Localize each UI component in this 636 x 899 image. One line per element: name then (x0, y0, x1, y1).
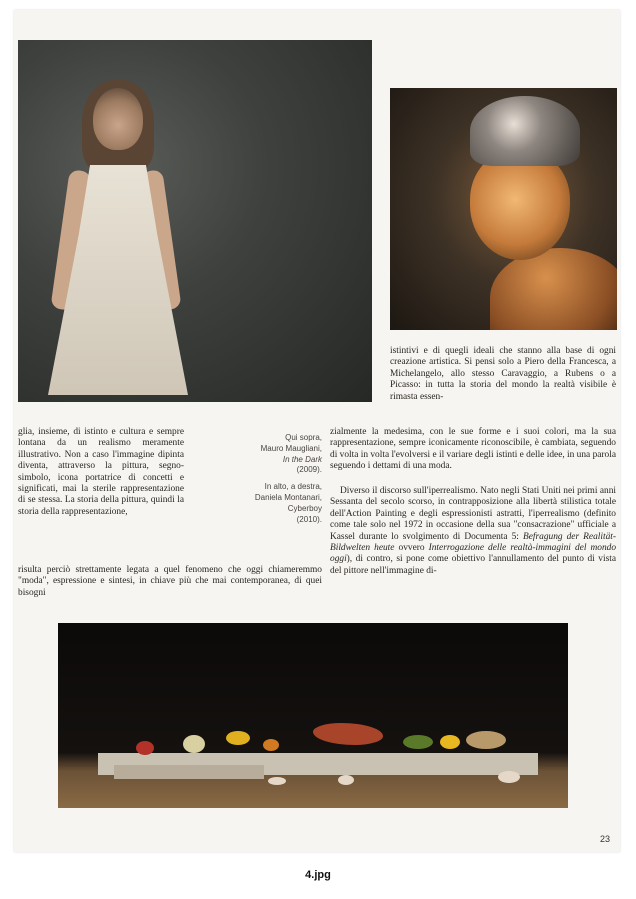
caption-artist: Mauro Maugliani, (260, 443, 322, 453)
shell (498, 771, 520, 783)
right-column-paragraph-1: zialmente la medesima, con le sue forme e i suoi colori, ma la sua rappresentazione, sempre iconicamente riconoscibile, è cambiata, seguendo di volta in volta l'evolversi e il variare degli istinti e delle idee, in una parola seguendo i dettami di una moda. (330, 427, 616, 472)
vegetable (183, 735, 205, 753)
lobster (313, 723, 383, 745)
shell (268, 777, 286, 785)
stone-block (114, 765, 264, 779)
vegetable (263, 739, 279, 751)
image-filename: 4.jpg (305, 869, 331, 881)
boy-shoulder (490, 248, 617, 330)
painting-in-the-dark (18, 40, 372, 402)
left-column-narrow-text: glia, insieme, di istinto e cultura e sempre lontana da un realismo meramente illustrativo. Non a caso l'immagine dipinta diventa, attraverso la pittura, segno-simbolo, icona portatrice di concetti e significati, mai la sterile rappresentazione di se stessa. La storia della pittura, quindi la storia della rappresentazione, (18, 427, 184, 517)
still-life-painting (58, 623, 568, 808)
painting-cyberboy (390, 88, 617, 330)
magazine-page (14, 10, 620, 852)
paragraph-text: ), di contro, si pone come obiettivo l'annullamento del punto di vista del pittore nell'immagine di- (330, 554, 616, 576)
italic-title: Interrogazione delle realtà-immagini del mondo oggi (330, 543, 617, 565)
caption-year: (2010). (296, 514, 322, 524)
vegetable (466, 731, 506, 749)
vegetable (226, 731, 250, 745)
girl-head (93, 88, 143, 150)
right-column-top-text: istintivi e di quegli ideali che stanno alla base di ogni creazione artistica. Si pensi solo a Piero della Francesca, a Michelangelo, allo stesso Caravaggio, a Rubens o a Picasso: in tutta la storia del mondo la realtà visibile è rimasta essen- (390, 346, 616, 402)
vegetable (440, 735, 460, 749)
caption-cyberboy (234, 482, 322, 525)
metal-bowl-helmet (470, 96, 580, 166)
caption-artist: Daniela Montanari, (254, 492, 322, 502)
caption-year: (2009). (296, 465, 322, 475)
image-captions (234, 433, 322, 531)
caption-in-the-dark (234, 433, 322, 476)
shell (338, 775, 354, 785)
paragraph-text: Diverso il discorso sull'iperrealismo. Nato negli Stati Uniti nei primi anni Sessanta del secolo scorso, in contrapposizione alla libertà stilistica totale dell'Action Painting e degli espressionisti astratti, l'iperrealismo (definito come tale solo nel 1972 in occasione della sua "consacrazione" ufficiale a Kassel durante lo svolgimento di Documenta 5: (330, 486, 616, 542)
boy-face (470, 150, 570, 260)
caption-text: Qui sopra, (285, 433, 322, 442)
right-column-paragraph-2 (330, 486, 616, 577)
page-number: 23 (600, 834, 611, 844)
paragraph-text: ovvero (394, 543, 429, 554)
vegetable (136, 741, 154, 755)
caption-title: In the Dark (282, 454, 322, 464)
vegetable (403, 735, 433, 749)
caption-title: Cyberboy (287, 503, 322, 513)
caption-text: In alto, a destra, (264, 482, 322, 492)
italic-title: Befragung der Realität-Bildwelten heute (330, 531, 616, 554)
left-column-wide-text: risulta perciò strettamente legata a quel fenomeno che oggi chiameremmo "moda", espressione e sintesi, in chiave più che mai contemporanea, di quei bisogni (18, 565, 322, 598)
